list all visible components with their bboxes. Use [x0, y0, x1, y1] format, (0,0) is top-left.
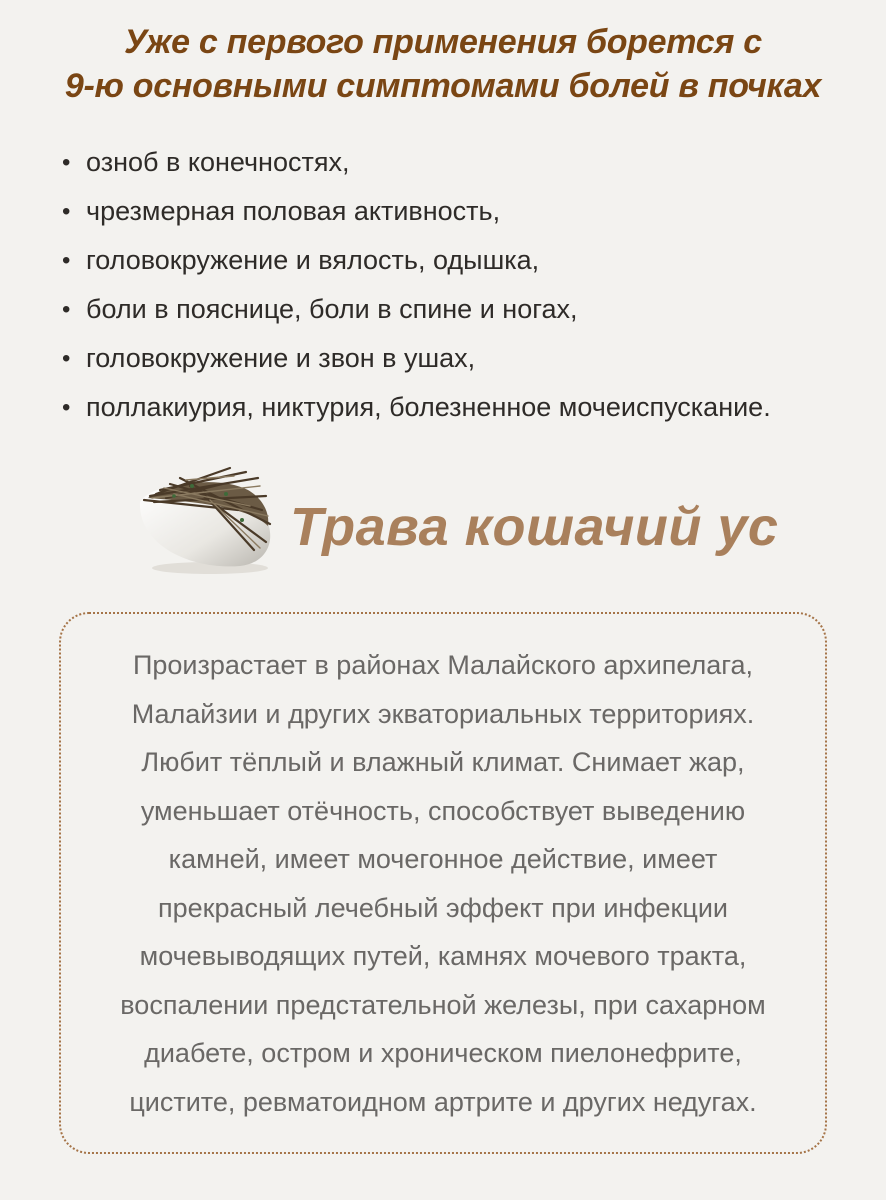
- herb-title: Трава кошачий ус: [290, 497, 779, 557]
- symptom-list: [62, 138, 771, 432]
- bullet-icon: •: [62, 296, 71, 323]
- headline: [0, 20, 886, 108]
- description-line: Любит тёплый и влажный климат. Снимает жар,: [141, 747, 745, 777]
- bullet-icon: •: [62, 149, 71, 176]
- symptom-item: [62, 334, 771, 383]
- bullet-icon: •: [62, 394, 71, 421]
- description-line: камней, имеет мочегонное действие, имеет: [168, 844, 718, 874]
- description-box: [59, 612, 827, 1154]
- bullet-icon: •: [62, 247, 71, 274]
- headline-line-2: 9-ю основными симптомами болей в почках: [64, 67, 822, 105]
- description-line: воспалении предстательной железы, при сахарном: [120, 989, 766, 1020]
- symptom-text: головокружение и вялость, одышка,: [86, 245, 540, 275]
- description-line: Малайзии и других экваториальных территориях.: [131, 698, 755, 729]
- symptom-text: озноб в конечностях,: [86, 147, 350, 177]
- headline-line-1: Уже с первого применения борется с: [124, 23, 762, 61]
- symptom-item: [62, 187, 771, 236]
- symptom-item: [62, 285, 771, 334]
- tea-bowl-with-dried-herb-icon: [130, 450, 280, 580]
- symptom-item: [62, 236, 771, 285]
- symptom-text: чрезмерная половая активность,: [86, 196, 501, 226]
- description-line: прекрасный лечебный эффект при инфекции: [157, 892, 728, 923]
- description-text: [61, 641, 825, 1126]
- bullet-icon: •: [62, 345, 71, 372]
- description-line: цистите, ревматоидном артрите и других недугах.: [129, 1086, 757, 1117]
- description-line: уменьшает отёчность, способствует выведению: [140, 795, 746, 826]
- herb-section: [130, 450, 830, 590]
- description-line: Произрастает в районах Малайского архипелага,: [132, 650, 754, 680]
- symptom-text: боли в пояснице, боли в спине и ногах,: [86, 294, 578, 324]
- bullet-icon: •: [62, 198, 71, 225]
- description-line: мочевыводящих путей, камнях мочевого тракта,: [139, 941, 747, 971]
- symptom-text: головокружение и звон в ушах,: [86, 343, 476, 373]
- symptom-item: [62, 138, 771, 187]
- symptom-item: [62, 383, 771, 432]
- symptom-text: поллакиурия, никтурия, болезненное мочеиспускание.: [86, 392, 771, 422]
- description-line: диабете, остром и хроническом пиелонефрите,: [144, 1038, 742, 1068]
